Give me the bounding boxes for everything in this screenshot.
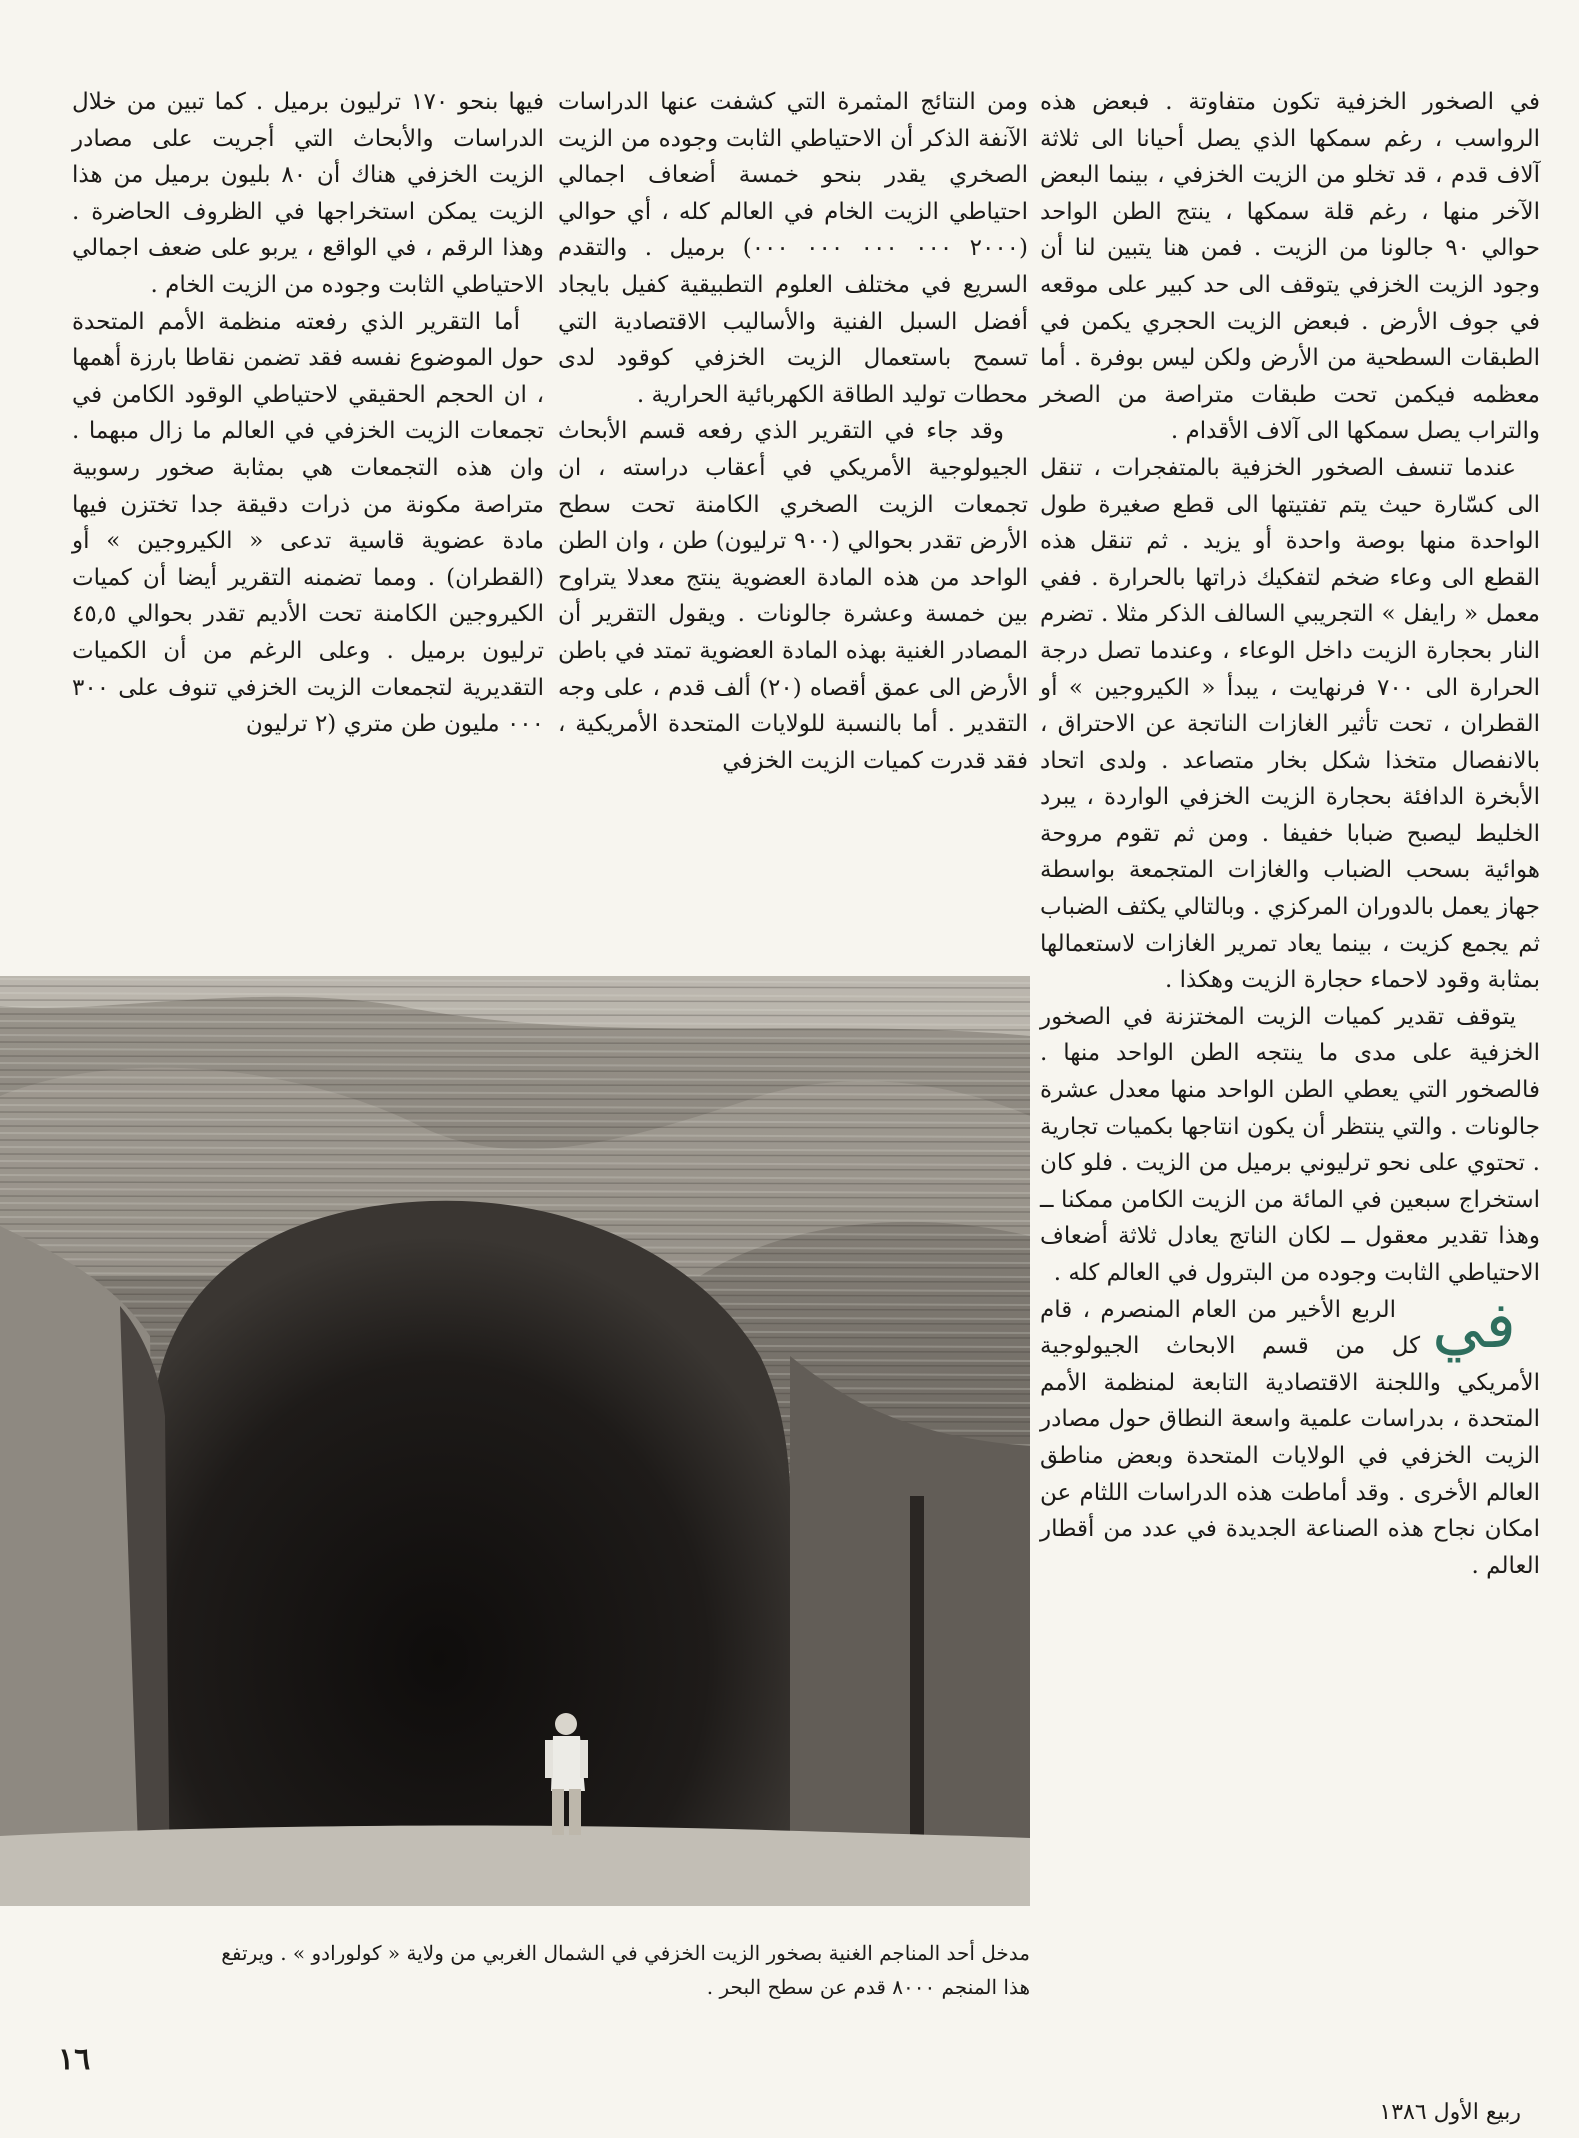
cave-floor [0, 1826, 1030, 1906]
article-column-left [72, 84, 544, 914]
drop-cap: في [1432, 1288, 1516, 1363]
article-column-middle [558, 84, 1028, 914]
photo-caption [20, 1936, 1030, 2004]
caption-line: مدخل أحد المناجم الغنية بصخور الزيت الخزفي في الشمال الغربي من ولاية « كولورادو » . ويرتفع [221, 1941, 1030, 1965]
caption-line: هذا المنجم ٨٠٠٠ قدم عن سطح البحر . [706, 1975, 1030, 1999]
mine-entrance-photo [0, 976, 1030, 1906]
page-number: ١٦ [58, 2042, 91, 2077]
issue-date: ربيع الأول ١٣٨٦ [1379, 2100, 1521, 2125]
section-text: الربع الأخير من العام المنصرم ، قام كل من قسم الابحاث الجيولوجية الأمريكي واللجنة الاقتصادية التابعة لمنظمة الأمم المتحدة ، بدراسات علمية واسعة النطاق حول مصادر الزيت الخزفي في الولايات المتحدة وبعض مناطق العالم الأخرى . وقد أماطت هذه الدراسات اللثام عن امكان نجاح هذه الصناعة الجديدة في عدد من أقطار العالم . [1040, 1296, 1540, 1579]
article-column-right [1040, 84, 1540, 2024]
paragraph: في الصخور الخزفية تكون متفاوتة . فبعض هذه الرواسب ، رغم سمكها الذي يصل أحيانا الى ثلاثة آلاف قدم ، قد تخلو من الزيت الخزفي ، بينما البعض الآخر منها ، رغم قلة سمكها ، ينتج الطن الواحد حوالي ٩٠ جالونا من الزيت . فمن هنا يتبين لنا أن وجود الزيت الخزفي يتوقف الى حد كبير على موقعه في جوف الأرض . فبعض الزيت الحجري يكمن في الطبقات السطحية من الأرض ولكن ليس بوفرة . أما معظمه فيكمن تحت طبقات متراصة من الصخر والتراب يصل سمكها الى آلاف الأقدام . [1040, 89, 1540, 445]
paragraph: عندما تنسف الصخور الخزفية بالمتفجرات ، تنقل الى كسّارة حيث يتم تفتيتها الى قطع صغيرة طول الواحدة منها بوصة واحدة أو يزيد . ثم تنقل هذه القطع الى وعاء ضخم لتفكيك ذراتها بالحرارة . ففي معمل « رايفل » التجريبي السالف الذكر مثلا . تضرم النار بحجارة الزيت داخل الوعاء ، وعندما تصل درجة الحرارة الى ٧٠٠ فرنهايت ، يبدأ « الكيروجين » أو القطران ، تحت تأثير الغازات الناتجة عن الاحتراق ، بالانفصال متخذا شكل بخار متصاعد . ولدى اتحاد الأبخرة الدافئة بحجارة الزيت الخزفي الواردة ، يبرد الخليط ليصبح ضبابا خفيفا . ومن ثم تقوم مروحة هوائية بسحب الضباب والغازات المتجمعة بواسطة جهاز يعمل بالدوران المركزي . وبالتالي يكثف الضباب ثم يجمع كزيت ، بينما يعاد تمرير الغازات لاستعمالها بمثابة وقود لاحماء حجارة الزيت وهكذا . [1040, 454, 1540, 994]
paragraph: وقد جاء في التقرير الذي رفعه قسم الأبحاث الجيولوجية الأمريكي في أعقاب دراسته ، ان تجمعات الزيت الصخري الكامنة تحت سطح الأرض تقدر بحوالي (٩٠٠ ترليون) طن ، وان الطن الواحد من هذه المادة العضوية ينتج معدلا يتراوح بين خمسة وعشرة جالونات . ويقول التقرير أن المصادر الغنية بهذه المادة العضوية تمتد في باطن الأرض الى عمق أقصاه (٢٠) ألف قدم ، على وجه التقدير . أما بالنسبة للولايات المتحدة الأمريكية ، فقد قدرت كميات الزيت الخزفي [558, 418, 1029, 774]
cave-opening [150, 1201, 791, 1906]
paragraph: أما التقرير الذي رفعته منظمة الأمم المتحدة حول الموضوع نفسه فقد تضمن نقاطا بارزة أهمها ، ان الحجم الحقيقي لاحتياطي الوقود الكامن في تجمعات الزيت الخزفي في العالم ما زال مبهما . وان هذه التجمعات هي بمثابة صخور رسوبية متراصة مكونة من ذرات دقيقة جدا تختزن فيها مادة عضوية قاسية تدعى « الكيروجين » أو (القطران) . ومما تضمنه التقرير أيضا أن كميات الكيروجين الكامنة تحت الأديم تقدر بحوالي ٤٥,٥ ترليون برميل . وعلى الرغم من أن الكميات التقديرية لتجمعات الزيت الخزفي تنوف على ٣٠٠ ٠٠٠ مليون طن متري (٢ ترليون [72, 308, 544, 738]
paragraph: فيها بنحو ١٧٠ ترليون برميل . كما تبين من خلال الدراسات والأبحاث التي أجريت على مصادر الزيت الخزفي هناك أن ٨٠ بليون برميل من هذا الزيت يمكن استخراجها في الظروف الحاضرة . وهذا الرقم ، في الواقع ، يربو على ضعف اجمالي الاحتياطي الثابت وجوده من الزيت الخام . [72, 89, 544, 298]
paragraph: ومن النتائج المثمرة التي كشفت عنها الدراسات الآنفة الذكر أن الاحتياطي الثابت وجوده من الزيت الصخري يقدر بنحو خمسة أضعاف اجمالي احتياطي الزيت الخام في العالم كله ، أي حوالي (٢٠٠٠ ٠٠٠ ٠٠٠ ٠٠٠ ٠٠٠) برميل . والتقدم السريع في مختلف العلوم التطبيقية كفيل بايجاد أفضل السبل الفنية والأساليب الاقتصادية التي تسمح باستعمال الزيت الخزفي كوقود لدى محطات توليد الطاقة الكهربائية الحرارية . [558, 89, 1029, 408]
section-paragraph [1040, 1288, 1540, 1585]
paragraph: يتوقف تقدير كميات الزيت المختزنة في الصخور الخزفية على مدى ما ينتجه الطن الواحد منها . فالصخور التي يعطي الطن الواحد منها معدل عشرة جالونات . والتي ينتظر أن يكون انتاجها بكميات تجارية . تحتوي على نحو ترليوني برميل من الزيت . فلو كان استخراج سبعين في المائة من الزيت الكامن ممكنا ــ وهذا تقدير معقول ــ لكان الناتج يعادل ثلاثة أضعاف الاحتياطي الثابت وجوده من البترول في العالم كله . [1040, 1003, 1540, 1286]
